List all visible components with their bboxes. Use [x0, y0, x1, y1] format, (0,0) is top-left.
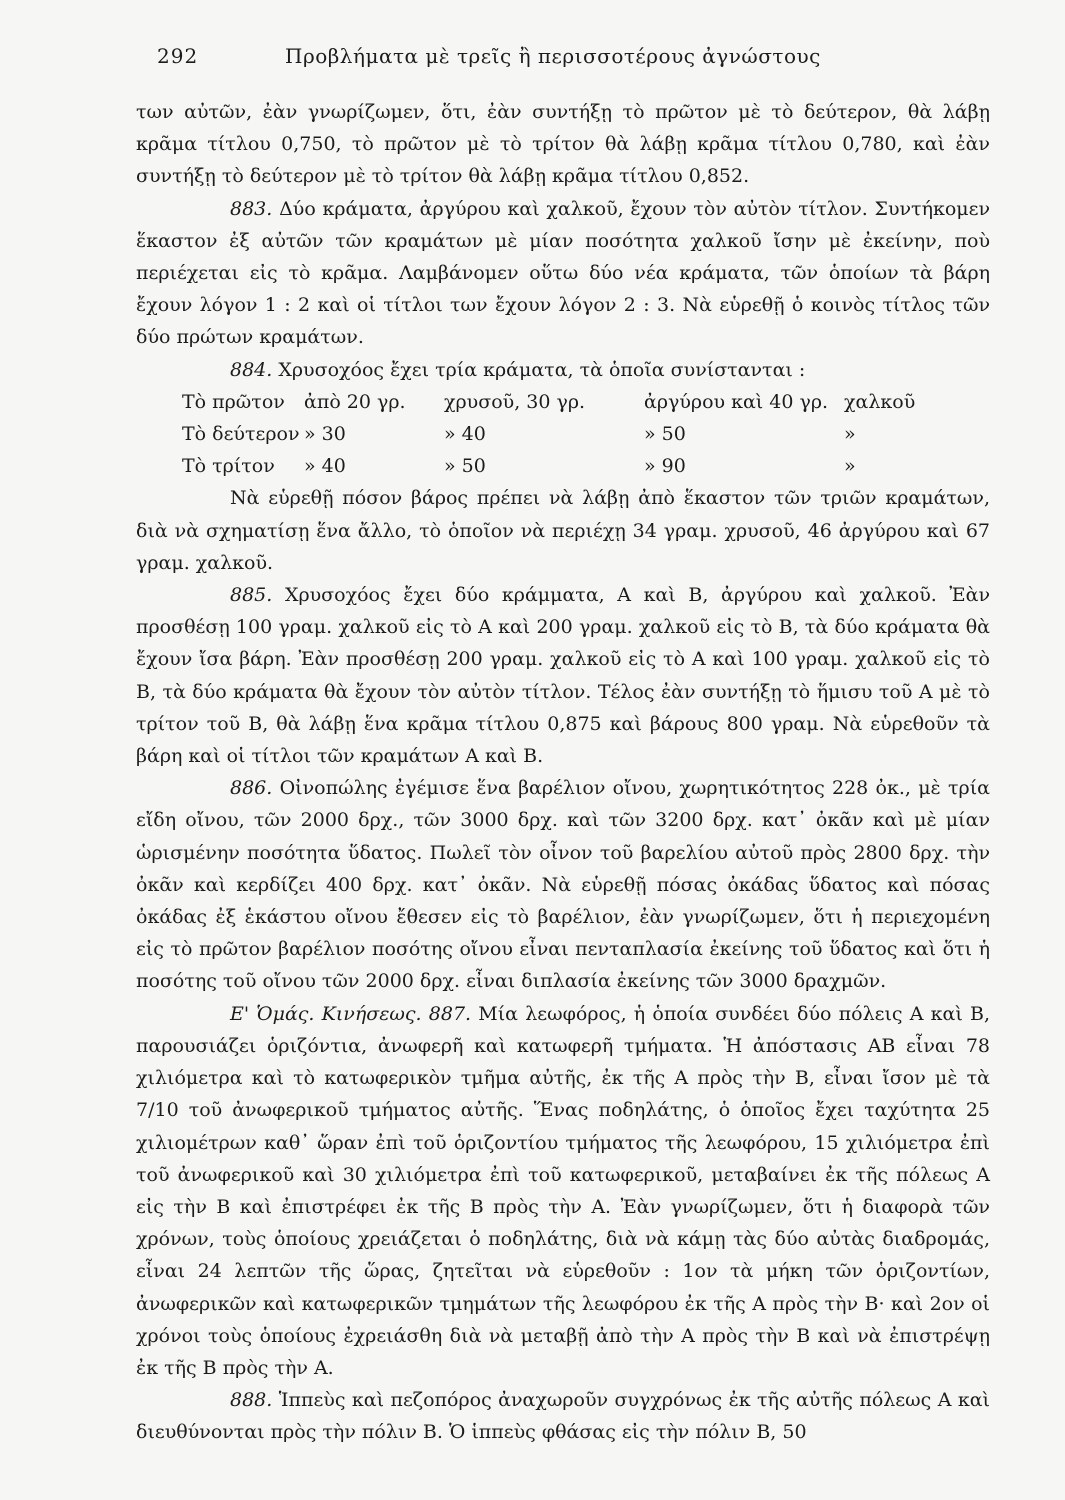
page-number: 292 [157, 44, 199, 68]
table-row [182, 418, 915, 450]
table-cell: » 90 [644, 455, 686, 478]
paragraph-continuation: των αὐτῶν, ἐὰν γνωρίζωμεν, ὅτι, ἐὰν συντήξῃ τὸ πρῶτον μὲ τὸ δεύτερον, θὰ λάβῃ κρᾶμα τίτλου 0,750, τὸ πρῶτον μὲ τὸ τρίτον θὰ λάβῃ κρᾶμα τίτλου 0,780, καὶ ἐὰν συντήξῃ τὸ δεύτερον μὲ τὸ τρίτον θὰ λάβῃ κρᾶμα τίτλου 0,852. [136, 101, 990, 188]
problem-number: 888. [230, 1389, 273, 1412]
table-cell: χαλκοῦ [844, 390, 916, 413]
problem-885: 885. Χρυσοχόος ἔχει δύο κράμματα, Α καὶ Β, ἀργύρου καὶ χαλκοῦ. Ἐὰν προσθέσῃ 100 γραμ. χαλκοῦ εἰς τὸ Α καὶ 200 γραμ. χαλκοῦ εἰς τὸ Β, τὰ δύο κράματα θὰ ἔχουν ἴσα βάρη. Ἐὰν προσθέσῃ 200 γραμ. χαλκοῦ εἰς τὸ Α καὶ 100 γραμ. χαλκοῦ εἰς τὸ Β, τὰ δύο κράματα θὰ ἔχουν τὸν αὐτὸν τίτλον. Τέλος ἐὰν συντήξῃ τὸ ἥμισυ τοῦ Α μὲ τὸ τρίτον τοῦ Β, θὰ λάβῃ ἕνα κρᾶμα τίτλου 0,875 καὶ βάρους 800 γραμ. Νὰ εὑρεθοῦν τὰ βάρη καὶ οἱ τίτλοι τῶν κραμάτων Α καὶ Β. [136, 584, 990, 768]
table-cell: χρυσοῦ, 30 γρ. [444, 390, 586, 413]
problem-number: 884. [230, 358, 273, 381]
table-row [182, 450, 915, 482]
alloy-composition-table [182, 386, 915, 483]
table-cell: Τὸ πρῶτον [182, 390, 285, 413]
table-cell: ἀργύρου καὶ 40 γρ. [644, 390, 829, 413]
table-cell: » 30 [304, 423, 346, 446]
table-cell: » 50 [444, 455, 486, 478]
problem-number: Ε' Ὁμάς. Κινήσεως. 887. [230, 1002, 472, 1025]
page-header [145, 38, 985, 74]
problem-884-question: Νὰ εὑρεθῇ πόσον βάρος πρέπει νὰ λάβῃ ἀπὸ ἕκαστον τῶν τριῶν κραμάτων, διὰ νὰ σχηματίσῃ ἕνα ἄλλο, τὸ ὁποῖον νὰ περιέχῃ 34 γραμ. χρυσοῦ, 46 ἀργύρου καὶ 67 γραμ. χαλκοῦ. [136, 487, 990, 574]
table-cell: ἀπὸ 20 γρ. [304, 390, 406, 413]
problem-887: Ε' Ὁμάς. Κινήσεως. 887. Μία λεωφόρος, ἡ ὁποία συνδέει δύο πόλεις Α καὶ Β, παρουσιάζει ὁριζόντια, ἀνωφερῆ καὶ κατωφερῆ τμήματα. Ἡ ἀπόστασις ΑΒ εἶναι 78 χιλιόμετρα καὶ τὸ κατωφερικὸν τμῆμα αὐτῆς, ἐκ τῆς Α πρὸς τὴν Β, εἶναι ἴσον μὲ τὰ 7/10 τοῦ ἀνωφερικοῦ τμήματος αὐτῆς. Ἕνας ποδηλάτης, ὁ ὁποῖος ἔχει ταχύτητα 25 χιλιομέτρων καθ᾽ ὥραν ἐπὶ τοῦ ὁριζοντίου τμήματος τῆς λεωφόρου, 15 χιλιόμετρα ἐπὶ τοῦ ἀνωφερικοῦ καὶ 30 χιλιόμετρα ἐπὶ τοῦ κατωφερικοῦ, μεταβαίνει ἐκ τῆς πόλεως Α εἰς τὴν Β καὶ ἐπιστρέφει ἐκ τῆς Β πρὸς τὴν Α. Ἐὰν γνωρίζωμεν, ὅτι ἡ διαφορὰ τῶν χρόνων, τοὺς ὁποίους χρειάζεται ὁ ποδηλάτης, διὰ νὰ κάμῃ τὰς δύο αὐτὰς διαδρομάς, εἶναι 24 λεπτῶν τῆς ὥρας, ζητεῖται νὰ εὑρεθοῦν : 1ον τὰ μήκη τῶν ὁριζοντίων, ἀνωφερικῶν καὶ κατωφερικῶν τμημάτων τῆς λεωφόρου ἐκ τῆς Α πρὸς τὴν Β· καὶ 2ον οἱ χρόνοι τοὺς ὁποίους ἐχρειάσθη διὰ νὰ μεταβῇ ἀπὸ τὴν Α πρὸς τὴν Β καὶ νὰ ἐπιστρέψῃ ἐκ τῆς Β πρὸς τὴν Α. [136, 1002, 991, 1379]
table-cell: » 50 [644, 423, 686, 446]
problem-number: 885. [230, 584, 273, 607]
problem-883: 883. Δύο κράματα, ἀργύρου καὶ χαλκοῦ, ἔχουν τὸν αὐτὸν τίτλον. Συντήκομεν ἕκαστον ἐξ αὐτῶν τῶν κραμάτων μὲ μίαν ποσότητα χαλκοῦ ἴσην μὲ ἐκείνην, ποὺ περιέχεται εἰς τὸ κρᾶμα. Λαμβάνομεν οὕτω δύο νέα κράματα, τῶν ὁποίων τὰ βάρη ἔχουν λόγον 1 : 2 καὶ οἱ τίτλοι των ἔχουν λόγον 2 : 3. Νὰ εὑρεθῇ ὁ κοινὸς τίτλος τῶν δύο πρώτων κραμάτων. [136, 197, 991, 349]
body-text [136, 96, 990, 1449]
table-row [182, 386, 915, 418]
running-title: Προβλήματα μὲ τρεῖς ἢ περισσοτέρους ἀγνώστους [285, 44, 821, 68]
table-cell: » [844, 423, 856, 446]
table-cell: Τὸ τρίτον [182, 455, 275, 478]
table-cell: Τὸ δεύτερον [182, 423, 300, 446]
problem-884: 884. Χρυσοχόος ἔχει τρία κράματα, τὰ ὁποῖα συνίστανται : [230, 358, 806, 381]
problem-888: 888. Ἱππεὺς καὶ πεζοπόρος ἀναχωροῦν συγχρόνως ἐκ τῆς αὐτῆς πόλεως Α καὶ διευθύνονται πρὸς τὴν πόλιν Β. Ὁ ἱππεὺς φθάσας εἰς τὴν πόλιν Β, 50 [136, 1389, 990, 1444]
table-cell: » [844, 455, 856, 478]
problem-886: 886. Οἰνοπώλης ἐγέμισε ἕνα βαρέλιον οἴνου, χωρητικότητος 228 ὀκ., μὲ τρία εἴδη οἴνου, τῶν 2000 δρχ., τῶν 3000 δρχ. καὶ τῶν 3200 δρχ. κατ᾽ ὀκᾶν καὶ μὲ μίαν ὡρισμένην ποσότητα ὕδατος. Πωλεῖ τὸν οἶνον τοῦ βαρελίου αὐτοῦ πρὸς 2800 δρχ. τὴν ὀκᾶν καὶ κερδίζει 400 δρχ. κατ᾽ ὀκᾶν. Νὰ εὑρεθῇ πόσας ὀκάδας ὕδατος καὶ πόσας ὀκάδας ἐξ ἑκάστου οἴνου ἔθεσεν εἰς τὸ βαρέλιον, ἐὰν γνωρίζωμεν, ὅτι ἡ περιεχομένη εἰς τὸ πρῶτον βαρέλιον ποσότης οἴνου εἶναι πενταπλασία ἐκείνης τοῦ ὕδατος καὶ ὅτι ἡ ποσότης τοῦ οἴνου τῶν 2000 δρχ. εἶναι διπλασία ἐκείνης τῶν 3000 δραχμῶν. [136, 777, 990, 993]
table-cell: » 40 [304, 455, 346, 478]
table-cell: » 40 [444, 423, 486, 446]
problem-number: 883. [230, 197, 273, 220]
problem-number: 886. [230, 777, 273, 800]
